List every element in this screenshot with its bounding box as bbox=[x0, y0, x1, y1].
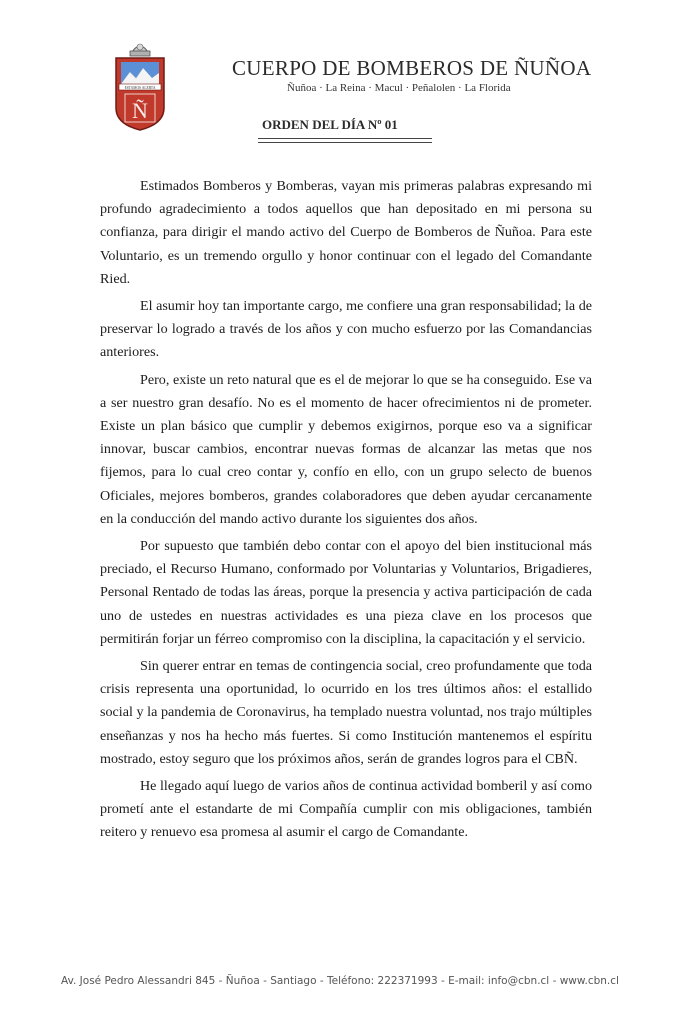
paragraph: He llegado aquí luego de varios años de continua actividad bomberil y así como prometí ante el estandarte de mi Compañía cumplir con mis obligaciones, también reitero y renuevo esa promesa al asumir el cargo de Comandante. bbox=[100, 778, 592, 841]
svg-text:Ñ: Ñ bbox=[132, 98, 148, 123]
shield-crest-icon bbox=[112, 38, 168, 132]
organization-title: CUERPO DE BOMBEROS DE ÑUÑOA bbox=[232, 56, 592, 80]
paragraph: Estimados Bomberos y Bomberas, vayan mis primeras palabras expresando mi profundo agradecimiento a todos aquellos que han depositado en mi persona su confianza, para dirigir el mando activo del Cuerpo de Bomberos de Ñuñoa. Para este Voluntario, es un tremendo orgullo y honor continuar con el legado del Comandante Ried. bbox=[100, 178, 592, 287]
svg-text:ESTAMOS ALERTA: ESTAMOS ALERTA bbox=[124, 86, 156, 90]
paragraph: Sin querer entrar en temas de contingencia social, creo profundamente que toda crisis representa una oportunidad, lo ocurrido en los tres últimos años: el estallido social y la pandemia de Coronavirus, ha templado nuestra voluntad, nos trajo múltiples enseñanzas y nos ha hecho más fuertes. Si como Institución mantenemos el espíritu mostrado, estoy seguro que los próximos años, serán de grandes logros para el CBÑ. bbox=[100, 658, 592, 767]
paragraph: El asumir hoy tan importante cargo, me confiere una gran responsabilidad; la de preservar lo logrado a través de los años y con mucho esfuerzo por las Comandancias anteriores. bbox=[100, 298, 592, 361]
paragraph: Pero, existe un reto natural que es el de mejorar lo que se ha conseguido. Ese va a ser nuestro gran desafío. No es el momento de hacer ofrecimientos ni de prometer. Existe un plan básico que cumplir y debemos exigirnos, porque eso va a significar innovar, buscar cambios, encontrar nuevas formas de alcanzar las metas que nos fijemos, para lo cual creo contar y, confío en ello, con un grupo selecto de buenos Oficiales, mejores bomberos, grandes colaboradores que deben ayudar cercanamente en la conducción del mando activo durante los siguientes dos años. bbox=[100, 371, 592, 527]
document-body bbox=[100, 175, 592, 849]
document-title: ORDEN DEL DÍA Nº 01 bbox=[262, 117, 398, 132]
title-underline bbox=[258, 138, 432, 143]
footer-contact: Av. José Pedro Alessandri 845 - Ñuñoa - Santiago - Teléfono: 222371993 - E-mail: info@cbn.cl - www.cbn.cl bbox=[61, 975, 619, 987]
paragraph: Por supuesto que también debo contar con el apoyo del bien institucional más preciado, el Recurso Humano, conformado por Voluntarias y Voluntarios, Brigadieres, Personal Rentado de todas las áreas, porque la presencia y activa participación de cada uno de ustedes en nuestras actividades es una pieza clave en los procesos que permitirán forjar un férreo compromiso con la disciplina, la capacitación y el servicio. bbox=[100, 538, 592, 647]
organization-communes: Ñuñoa · La Reina · Macul · Peñalolen · La Florida bbox=[287, 82, 511, 94]
